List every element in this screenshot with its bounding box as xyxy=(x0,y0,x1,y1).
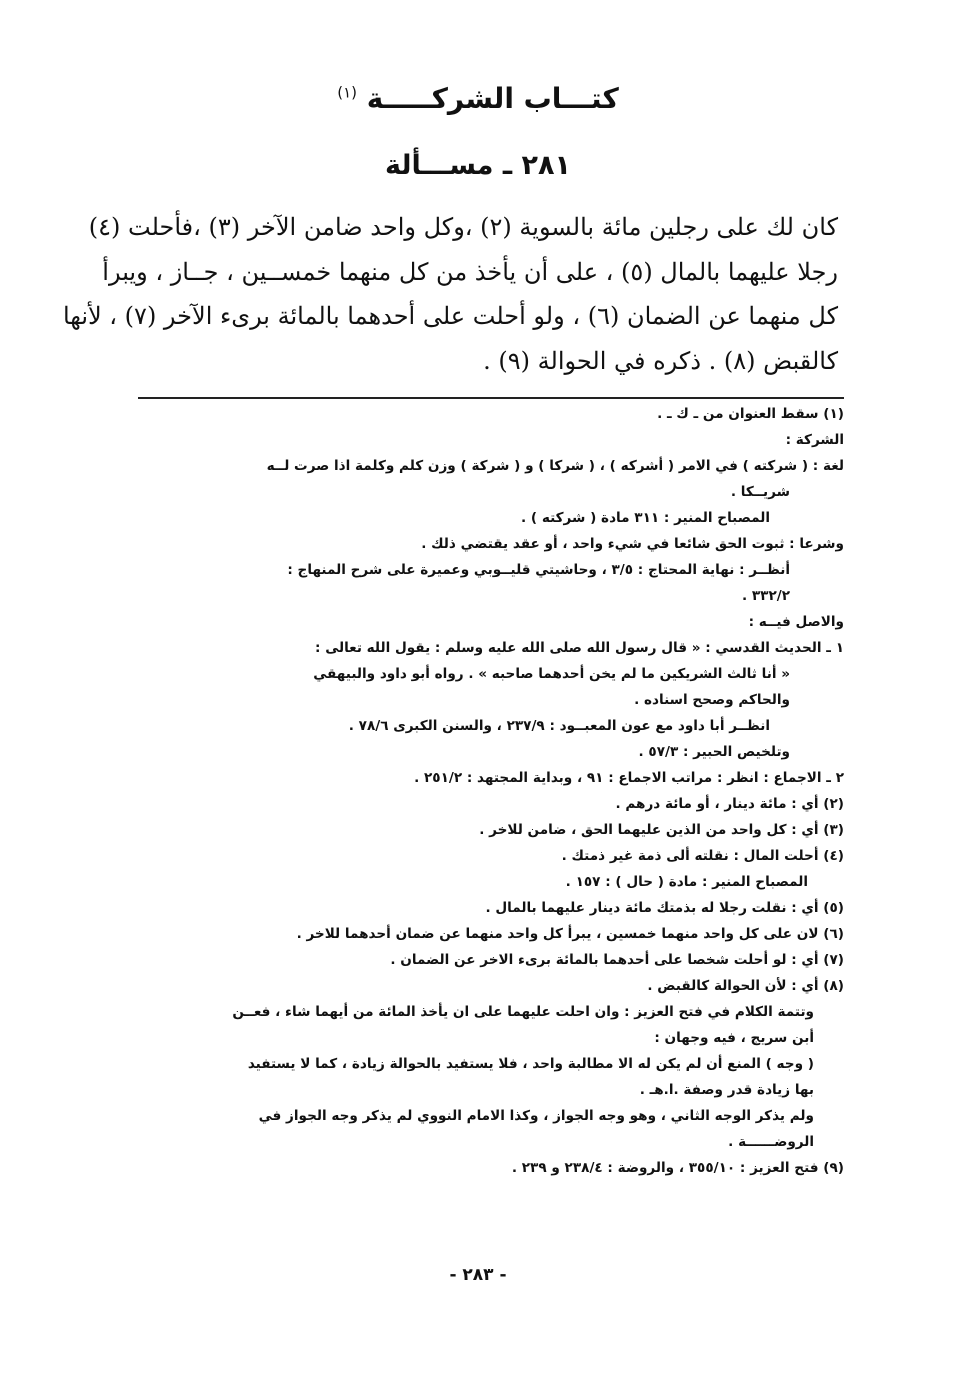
footnote-line: المصباح المنير : مادة ( حال ) : ١٥٧ . xyxy=(565,874,808,890)
footnote-line: الشركة : xyxy=(785,432,844,448)
main-text-line: رجلا عليهما بالمال (٥) ، على أن يأخذ من كل منهما خمســين ، جــاز ، ويبرأ xyxy=(102,257,838,286)
main-text-line: كالقبض (٨) . ذكره في الحوالة (٩) . xyxy=(483,346,838,375)
main-text-line: كان لك على رجلين مائة بالسوية (٢) ،وكل واحد ضامن الآخر (٣) ،فأحلت (٤) xyxy=(88,213,838,241)
footnote-line: ولم يذكر الوجه الثاني ، وهو وجه الجواز ، وكذا الامام النووي لم يذكر وجه الجواز في xyxy=(258,1108,814,1124)
footnote-line: لغة : ( شركته ) في الامر ( أشركه ) ، ( شركا ) و ( شركة ) وزن كلم وكلمة اذا صرت لــه xyxy=(266,458,844,474)
footnote-line: (٥) أي : نقلت رجلا له بذمتك مائة دينار عليهما بالمال . xyxy=(485,900,844,916)
footnote-line: (٧) أي : لو أحلت شخصا على أحدهما بالمائة برىء الاخر عن الضمان . xyxy=(390,952,844,968)
footnote-line: ( وجه ) المنع أن لم يكن له الا مطالبة واحد ، فلا يستفيد بالحوالة زيادة ، كما لا يستفيد xyxy=(247,1056,814,1072)
footnote-line: (١) سقط العنوان من ـ ك ـ . xyxy=(657,406,844,422)
book-title xyxy=(0,82,956,115)
footnote-line: شريــكا . xyxy=(730,484,790,500)
footnotes xyxy=(128,401,844,1181)
question-heading: ٢٨١ ـ مســـألة xyxy=(384,150,571,181)
footnote-line: المصباح المنير : ٣١١ مادة ( شركته ) . xyxy=(521,510,770,526)
footnote-line: ٢ ـ الاجماع : انظر : مراتب الاجماع : ٩١ ، وبداية المجتهد : ٢٥١/٢ . xyxy=(414,770,844,786)
footnote-line: (٤) أحلت المال : نقلته ألى ذمة غير ذمتك . xyxy=(561,848,844,864)
footnote-line: بها زيادة قدر وصفة .ا.هـ . xyxy=(639,1082,814,1098)
footnote-line: (٨) أي : لأن الحوالة كالقبض . xyxy=(647,978,844,994)
footnote-line: والحاكم وصحح اسناده . xyxy=(634,692,790,708)
footnote-line: ٣٣٢/٢ . xyxy=(741,588,790,604)
main-text xyxy=(62,205,838,383)
footnote-line: (٢) أي : مائة دينار ، أو مائة درهم . xyxy=(615,796,844,812)
footnote-line: ١ ـ الحديث القدسي : « قال رسول الله صلى الله عليه وسلم : يقول الله تعالى : xyxy=(315,640,844,656)
book-title-footnote-ref: (١) xyxy=(337,83,358,102)
footnote-line: (٣) أي : كل واحد من الذين عليهما الحق ، ضامن للاخر . xyxy=(479,822,844,838)
footnote-separator xyxy=(138,397,844,399)
page-number: - ٢٨٣ - xyxy=(449,1265,507,1285)
footnote-line: (٩) فتح العزيز : ٣٥٥/١٠ ، والروضة : ٢٣٨/٤ و ٢٣٩ . xyxy=(511,1160,844,1176)
main-text-line: كل منهما عن الضمان (٦) ، ولو أحلت على أحدهما بالمائة برىء الآخر (٧) ، لأنها xyxy=(62,302,838,330)
footnote-line: « أنا ثالث الشريكين ما لم يخن أحدهما صاحبه » . رواه أبو داود والبيهقي xyxy=(313,666,790,682)
footnote-line: والاصل فيــه : xyxy=(748,614,844,630)
footnote-line: وشرعا : ثبوت الحق شائعا في شيء واحد ، أو عقد يقتضي ذلك . xyxy=(421,536,844,552)
footnote-line: وتتمة الكلام في فتح العزيز : وان احلت عليهما على ان يأخذ المائة من أيهما شاء ، فعــن xyxy=(232,1004,814,1020)
footnote-line: وتلخيص الحبير : ٥٧/٣ . xyxy=(638,744,790,760)
footnote-line: انظــر أبا داود مع عون المعبــود : ٢٣٧/٩ ، والسنن الكبرى ٧٨/٦ . xyxy=(348,718,770,734)
book-title-text: كتـــاب الشركـــــة xyxy=(366,82,619,115)
footnote-line: (٦) لان على كل واحد منهما خمسين ، يبرأ كل واحد منهما عن ضمان أحدهما للاخر . xyxy=(296,926,844,942)
footnote-line: أنظــر : نهاية المحتاج : ٣/٥ ، وحاشيتي قليــوبي وعميرة على شرح المنهاج : xyxy=(287,562,790,578)
footnote-line: أبن سريج ، فيه وجهان : xyxy=(654,1030,814,1046)
footnote-line: الروضــــــة . xyxy=(728,1134,814,1150)
